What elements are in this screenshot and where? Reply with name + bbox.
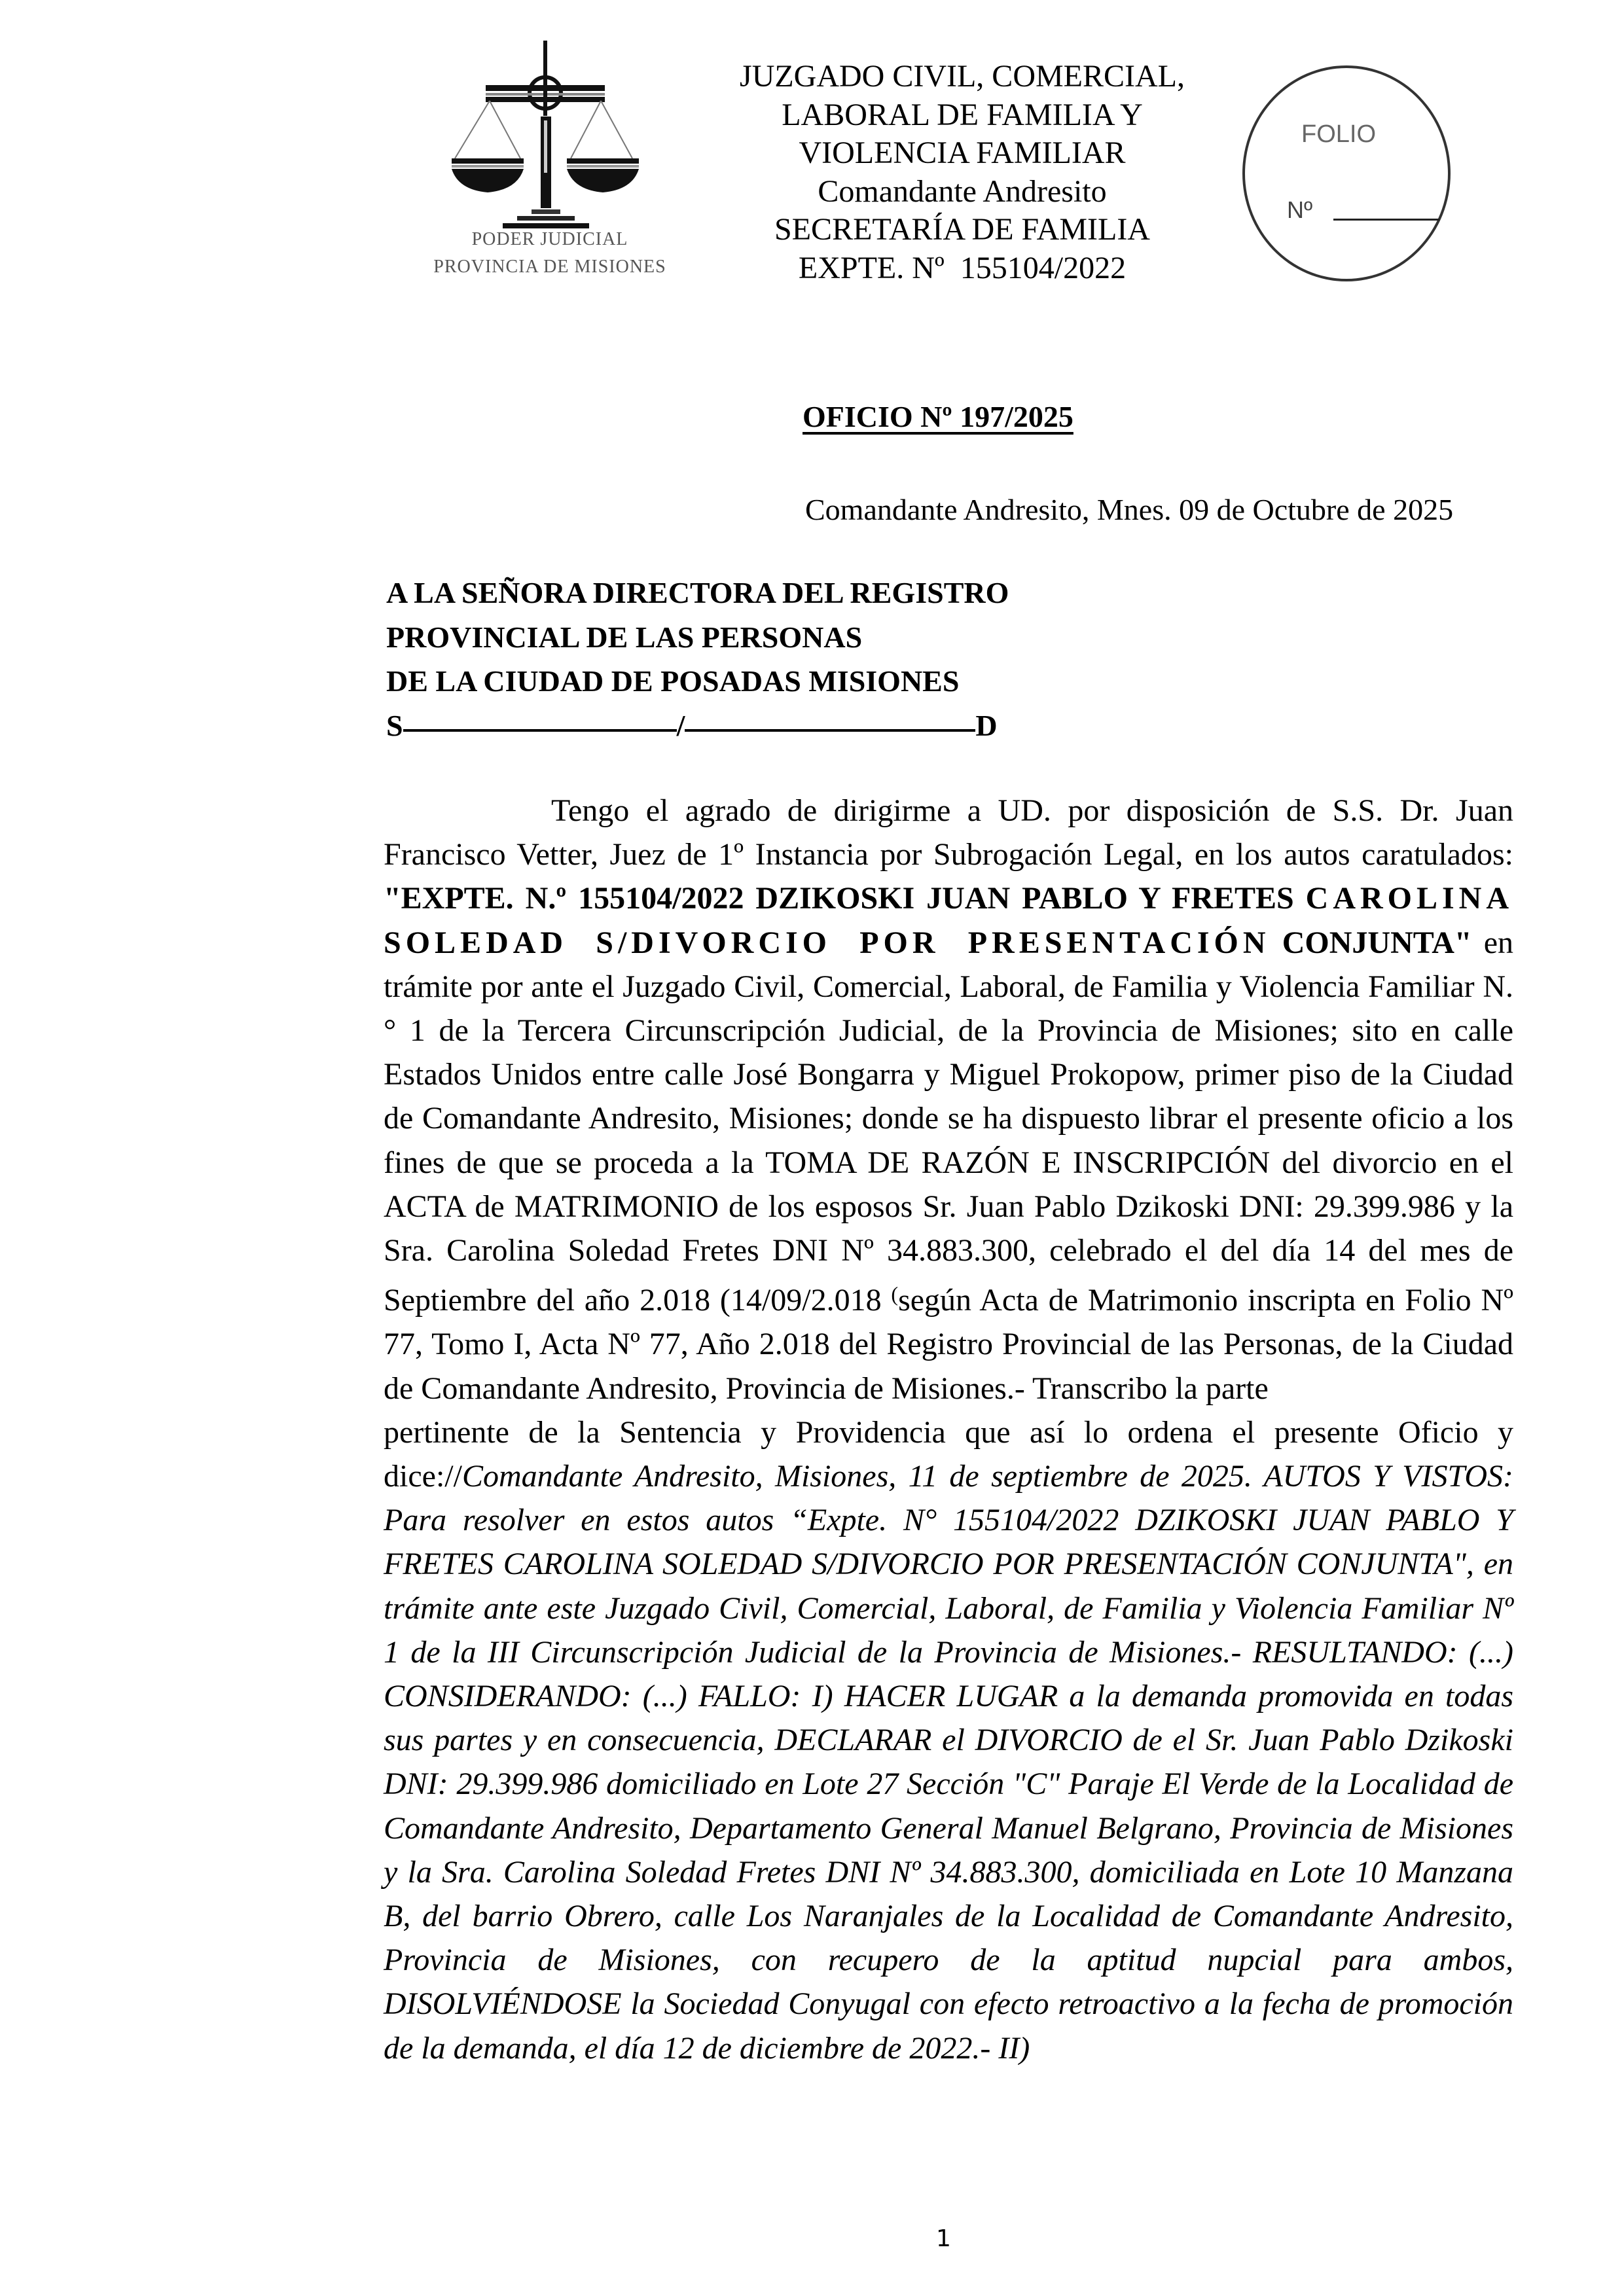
body-paragraph-1: [384, 789, 1513, 1410]
paragraph-1-text-b: según Acta de Matrimonio inscripta en Folio Nº 77, Tomo I, Acta Nº 77, Año 2.018 del Registro Provincial de las Personas, de la Ciudad de Comandante Andresito, Provincia de Misiones.- Transcribo la parte: [384, 1283, 1514, 1406]
addressee-block: [386, 571, 1009, 747]
paragraph-1-text-a: en trámite por ante el Juzgado Civil, Comercial, Laboral, de Familia y Violencia Familiar N.° 1 de la Tercera Circunscripción Judicial, de la Provincia de Misiones; sito en calle Estados Unidos entre calle José Bongarra y Miguel Prokopow, primer piso de la Ciudad de Comandante Andresito, Misiones; donde se ha dispuesto librar el presente oficio a los fines de que se proceda a la TOMA DE RAZÓN E INSCRIPCIÓN del divorcio en el ACTA de MATRIMONIO de los esposos Sr. Juan Pablo Dzikoski DNI: 29.399.986 y la Sra. Carolina Soledad Fretes DNI Nº 34.883.300, celebrado el del día 14 del mes de Septiembre del año 2.018 (14/09/2.018: [384, 925, 1514, 1318]
place-and-date: Comandante Andresito, Mnes. 09 de Octubre de 2025: [805, 493, 1454, 526]
poder-judicial-logo: [425, 41, 674, 289]
sentence-quote: Comandante Andresito, Misiones, 11 de septiembre de 2025. AUTOS Y VISTOS: Para resolver en estos autos “Expte. N° 155104/2022 DZIKOSKI JUAN PABLO Y FRETES CAROLINA SOLEDAD S/DIVORCIO POR PRESENTACIÓN CONJUNTA", en trámite ante este Juzgado Civil, Comercial, Laboral, de Familia y Violencia Familiar Nº 1 de la III Circunscripción Judicial de la Provincia de Misiones.- RESULTANDO: (...) CONSIDERANDO: (...) FALLO: I) HACER LUGAR a la demanda promovida en todas sus partes y en consecuencia, DECLARAR el DIVORCIO de el Sr. Juan Pablo Dzikoski DNI: 29.399.986 domiciliado en Lote 27 Sección "C" Paraje El Verde de la Localidad de Comandante Andresito, Departamento General Manuel Belgrano, Provincia de Misiones y la Sra. Carolina Soledad Fretes DNI Nº 34.883.300, domiciliada en Lote 10 Manzana B, del barrio Obrero, calle Los Naranjales de la Localidad de Comandante Andresito, Provincia de Misiones, con recupero de la aptitud nupcial para ambos, DISOLVIÉNDOSE la Sociedad Conyugal con efecto retroactivo a la fecha de promoción de la demanda, el día 12 de diciembre de 2022.- II): [384, 1459, 1513, 2066]
document-body: [384, 789, 1513, 2070]
header-line: LABORAL DE FAMILIA Y: [782, 97, 1143, 132]
salutation-start: S: [386, 708, 403, 742]
case-title-part-3: CONJUNTA": [1282, 925, 1472, 960]
document-title: OFICIO Nº 197/2025: [803, 400, 1074, 433]
header-line: EXPTE. Nº 155104/2022: [798, 250, 1127, 285]
addressee-line: DE LA CIUDAD DE POSADAS MISIONES: [386, 664, 960, 698]
header-line: Comandante Andresito: [818, 173, 1107, 209]
header-line: SECRETARÍA DE FAMILIA: [774, 212, 1150, 247]
addressee-line: PROVINCIAL DE LAS PERSONAS: [386, 620, 863, 654]
superscript-paren: (: [891, 1282, 899, 1306]
salutation-sd: [386, 704, 1009, 748]
paragraph-1-intro: Tengo el agrado de dirigirme a UD. por disposición de S.S. Dr. Juan Francisco Vetter, Juez de 1º Instancia por Subrogación Legal, en los autos caratulados:: [384, 793, 1513, 872]
court-header: [694, 58, 1231, 287]
case-title-part-2: CAROLINA SOLEDAD S/DIVORCIO POR PRESENTACIÓN: [384, 881, 1514, 960]
header-line: JUZGADO CIVIL, COMERCIAL,: [740, 59, 1185, 94]
page-number: 1: [936, 2225, 951, 2252]
header-line: VIOLENCIA FAMILIAR: [799, 135, 1126, 170]
salutation-end: D: [975, 708, 998, 742]
salutation-blank-1: [403, 729, 677, 732]
folio-label: FOLIO: [1301, 120, 1377, 148]
salutation-separator: /: [676, 708, 685, 742]
case-title-part-1: "EXPTE. N.º 155104/2022 DZIKOSKI JUAN PABLO Y FRETES: [384, 881, 1294, 916]
paragraph-2-intro: pertinente de la Sentencia y Providencia que así lo ordena el presente Oficio y dice://: [384, 1414, 1513, 1494]
folio-number-label: Nº: [1287, 196, 1313, 223]
addressee-line: A LA SEÑORA DIRECTORA DEL REGISTRO: [386, 576, 1009, 609]
folio-stamp: [1242, 65, 1451, 281]
scales-of-justice-icon: [425, 41, 674, 230]
body-paragraph-2: [384, 1410, 1513, 2070]
folio-number-blank: [1333, 219, 1439, 221]
logo-caption-line-1: PODER JUDICIAL: [471, 229, 628, 249]
logo-caption-line-2: PROVINCIA DE MISIONES: [433, 257, 666, 277]
salutation-blank-2: [685, 729, 975, 732]
